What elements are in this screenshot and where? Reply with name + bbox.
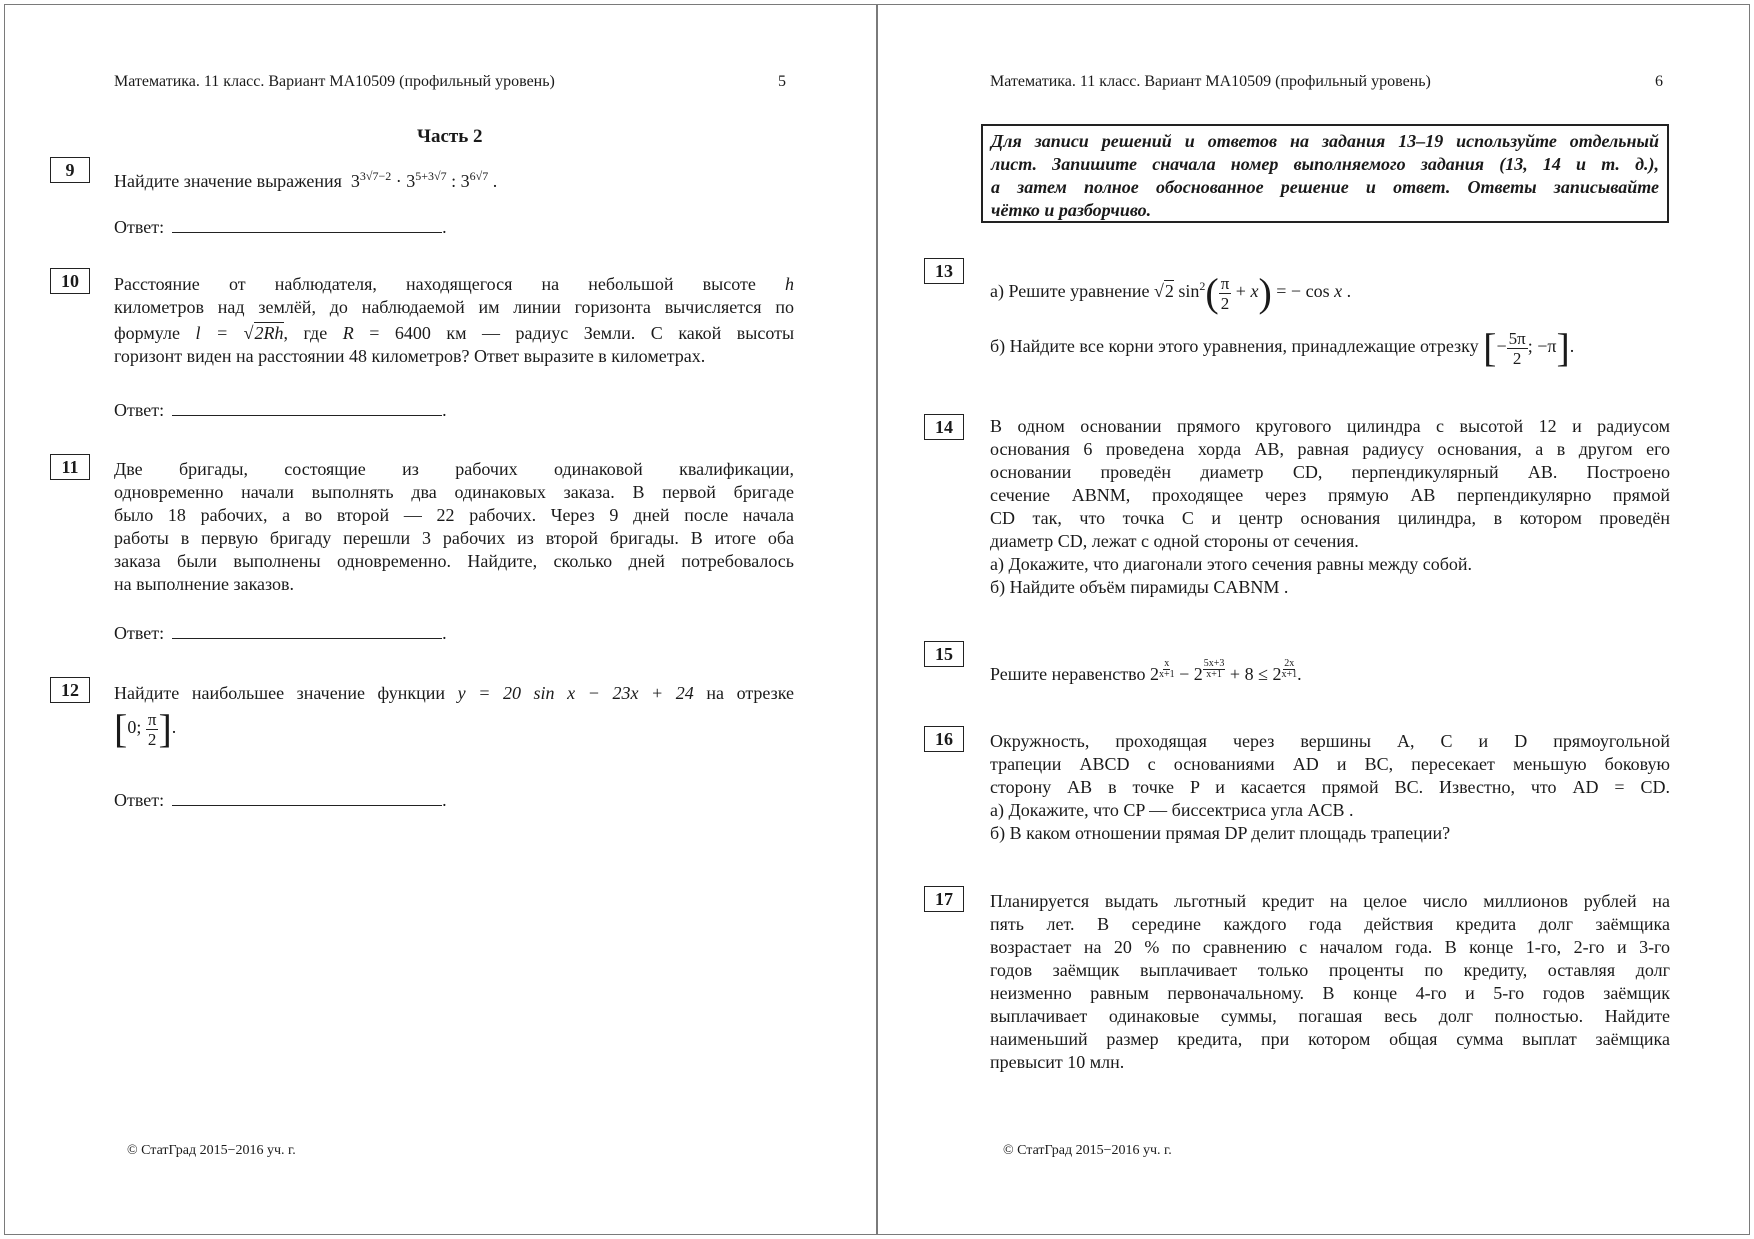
task-12-line: Найдите наибольшее значение функции — [114, 683, 446, 703]
page-header: Математика. 11 класс. Вариант МА10509 (профильный уровень) — [114, 73, 555, 90]
task-17-text — [990, 890, 1670, 1074]
page-footer: © СтатГрад 2015−2016 уч. г. — [1003, 1143, 1172, 1158]
task-13-b — [990, 325, 1670, 370]
instructions-line: Для записи решений и ответов на задания 13–19 используйте отдельный — [991, 131, 1659, 151]
task-16-line: б) В каком отношении прямая DP делит площадь трапеции? — [990, 823, 1451, 843]
task-14-line: основании проведён диаметр CD, перпендикулярный AB. Построено — [990, 462, 1670, 482]
task-11-line: Две бригады, состоящие из рабочих одинаковой квалификации, — [114, 459, 794, 479]
task-10-line: горизонт виден на расстоянии 48 километров? Ответ выразите в километрах. — [114, 346, 706, 366]
task-11-line: работы в первую бригаду перешли 3 рабочих из второй бригады. В итоге оба — [114, 528, 794, 548]
instructions-line: чётко и разборчиво. — [991, 200, 1152, 220]
task-14-line: диаметр CD, лежат с одной стороны от сечения. — [990, 531, 1359, 551]
page-left — [4, 4, 877, 1235]
task-17-line: выплачивает одинаковые суммы, погашая весь долг полностью. Найдите — [990, 1006, 1670, 1026]
task-14-line: В одном основании прямого кругового цилиндра с высотой 12 и радиусом — [990, 416, 1670, 436]
task-17-line: пять лет. В середине каждого года действия кредита долг заёмщика — [990, 914, 1670, 934]
page-number: 6 — [1655, 73, 1663, 90]
part-title: Часть 2 — [417, 126, 483, 147]
task-number-box: 12 — [50, 677, 90, 703]
task-12-interval: [0; $\frac{\pi}{2}$ ]. — [114, 706, 177, 751]
task-10-line: км — радиус Земли. С какой высоты — [446, 323, 795, 343]
formula-l: l = √2Rh — [195, 323, 284, 343]
task-11-line: заказа были выполнены одновременно. Найдите, сколько дней потребовалось — [114, 551, 794, 571]
task-number-box: 16 — [924, 726, 964, 752]
page-footer: © СтатГрад 2015−2016 уч. г. — [127, 1143, 296, 1158]
answer-line[interactable]: Ответ: . — [114, 217, 447, 237]
task-12-line: на отрезке — [706, 683, 795, 703]
answer-line[interactable]: Ответ: . — [114, 623, 447, 643]
task-9-question: Найдите значение выражения — [114, 171, 342, 191]
answer-label: Ответ: — [114, 623, 165, 643]
task-13-a — [990, 270, 1670, 315]
task-16-line: сторону AB в точке P и касается прямой BC. Известно, что AD = CD. — [990, 777, 1670, 797]
task-9-text — [114, 165, 794, 193]
page-right — [877, 4, 1750, 1235]
task-17-line: наименьший размер кредита, при котором общая сумма выплат заёмщика — [990, 1029, 1670, 1049]
task-17-line: превысит 10 млн. — [990, 1052, 1125, 1072]
task-14-line: б) Найдите объём пирамиды CABNM . — [990, 577, 1289, 597]
instructions-box — [981, 124, 1669, 223]
task-14-text — [990, 415, 1670, 599]
instructions-line: лист. Запишите сначала номер выполняемого задания (13, 14 и т. д.), — [991, 154, 1659, 174]
task-10-text: Расстояние от наблюдателя, находящегося на небольшой высоте h километров над землёй, до наблюдаемой им линии горизонта вычисляется по формуле l = √2Rh, где R = 6400 км — радиус Земли. С какой высоты горизонт виден на расстоянии 48 километров? Ответ выразите в километрах. — [114, 274, 795, 366]
task-10-line: Расстояние от наблюдателя, находящегося на небольшой высоте — [114, 274, 756, 294]
answer-line[interactable]: Ответ: . — [114, 790, 447, 810]
task-12-text — [114, 682, 794, 749]
task-number-box: 15 — [924, 641, 964, 667]
task-13-equation: √2 $\sin^2$( $\frac{\pi}{2}$ + x) = − cos x . — [1153, 270, 1352, 315]
answer-label: Ответ: — [114, 790, 165, 810]
task-14-line: сечение ABNM, проходящее через прямую AB перпендикулярно прямой — [990, 485, 1670, 505]
task-10-line: формуле — [114, 323, 180, 343]
task-11-line: на выполнение заказов. — [114, 574, 295, 594]
answer-blank[interactable] — [172, 216, 442, 233]
task-14-line: основания 6 проведена хорда AB, равная радиусу основания, а в другом его — [990, 439, 1670, 459]
task-17-line: годов заёмщик выплачивает только проценты по кредиту, оставляя долг — [990, 960, 1670, 980]
task-15-inequality: 2 $\frac{x}{x+1}$ − 2 $\frac{5x+3}{x+1}$ + 8 ≤ 2 $\frac{2x}{x+1}$ . — [1149, 658, 1302, 684]
task-13-b-label: б) Найдите все корни этого уравнения, принадлежащие отрезку — [990, 336, 1479, 357]
task-10-line: где — [303, 323, 328, 343]
task-16-text — [990, 730, 1670, 845]
task-11-text — [114, 458, 794, 596]
task-17-line: неизменно равным первоначальному. В конце 4-го и 5-го годов заёмщик — [990, 983, 1670, 1003]
task-16-line: Окружность, проходящая через вершины A, C и D прямоугольной — [990, 731, 1670, 751]
formula-r: R — [342, 323, 354, 343]
answer-blank[interactable] — [172, 622, 442, 639]
task-17-line: возрастает на 20 % по сравнению с началом года. В конце 1-го, 2-го и 3-го — [990, 937, 1670, 957]
task-13-interval: [− $\frac{5\pi}{2}$ ; −π]. — [1483, 325, 1575, 370]
task-14-line: а) Докажите, что диагонали этого сечения равны между собой. — [990, 554, 1473, 574]
instructions-line: а затем полное обоснованное решение и ответ. Ответы записывайте — [991, 177, 1659, 197]
task-11-line: одновременно начали выполнять два одинаковых заказа. В первой бригаде — [114, 482, 794, 502]
answer-blank[interactable] — [172, 399, 442, 416]
answer-blank[interactable] — [172, 789, 442, 806]
task-12-function: y = 20 sin x − 23x + 24 — [457, 683, 694, 703]
task-11-line: было 18 рабочих, а во второй — 22 рабочих. Через 9 дней после начала — [114, 505, 794, 525]
task-14-line: CD так, что точка C и центр основания цилиндра, в котором проведён — [990, 508, 1670, 528]
task-number-box: 13 — [924, 258, 964, 284]
task-number-box: 10 — [50, 268, 90, 294]
answer-label: Ответ: — [114, 217, 165, 237]
page-header: Математика. 11 класс. Вариант МА10509 (профильный уровень) — [990, 73, 1431, 90]
task-17-line: Планируется выдать льготный кредит на целое число миллионов рублей на — [990, 891, 1670, 911]
task-number-box: 11 — [50, 454, 90, 480]
task-15-text — [990, 659, 1670, 686]
task-number-box: 14 — [924, 414, 964, 440]
task-13-a-label: а) Решите уравнение — [990, 281, 1150, 302]
var-h: h — [785, 274, 795, 294]
task-16-line: трапеции ABCD с основаниями AD и BC, пересекает меньшую боковую — [990, 754, 1670, 774]
answer-line[interactable]: Ответ: . — [114, 400, 447, 420]
task-9-expression: $3^{3√7-2} \cdot 3^{5+3√7}$ : $3^{6√7}$ . — [346, 169, 498, 191]
task-10-line: километров над землёй, до наблюдаемой им линии горизонта вычисляется по — [114, 297, 794, 317]
page-number: 5 — [778, 73, 786, 90]
task-number-box: 17 — [924, 886, 964, 912]
task-16-line: а) Докажите, что CP — биссектриса угла ACB . — [990, 800, 1354, 820]
answer-label: Ответ: — [114, 400, 165, 420]
task-15-label: Решите неравенство — [990, 664, 1146, 684]
task-number-box: 9 — [50, 157, 90, 183]
